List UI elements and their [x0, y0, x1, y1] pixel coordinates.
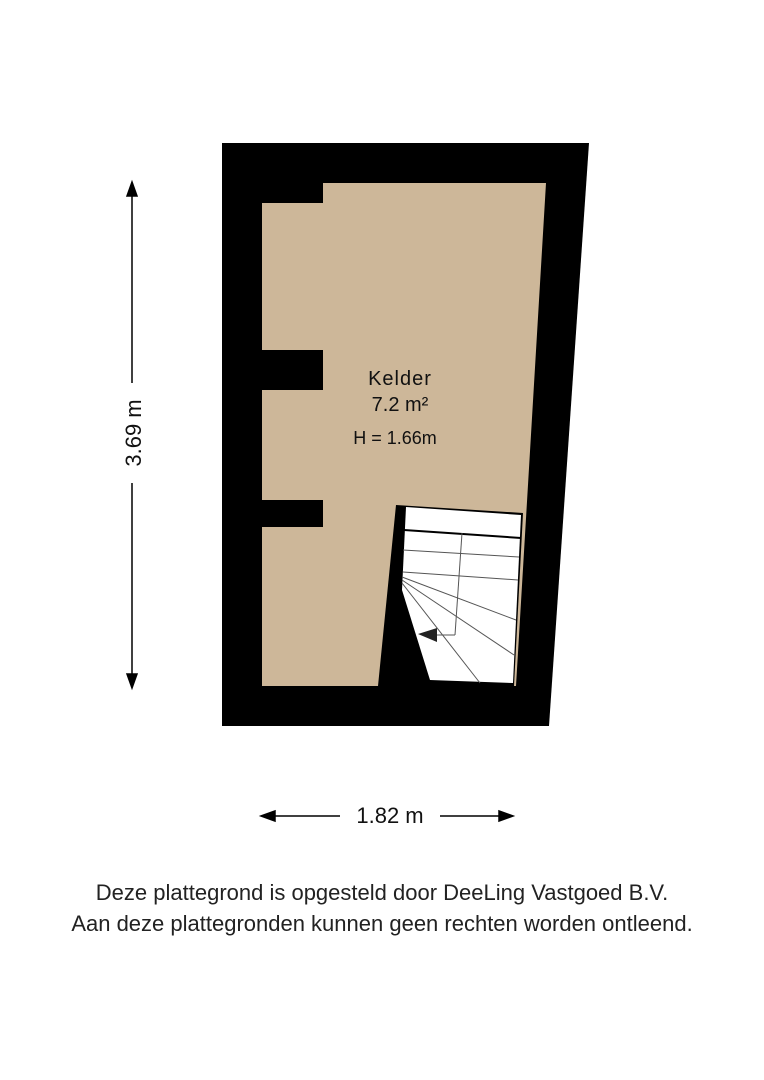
disclaimer-line-2: Aan deze plattegronden kunnen geen rechten worden ontleend.	[71, 911, 693, 936]
room-area: 7.2 m²	[371, 394, 429, 416]
wall-protrusion-2	[262, 500, 323, 527]
dimension-depth-label: 3.69 m	[121, 383, 147, 483]
room-height: H = 1.66m	[353, 428, 437, 448]
room-name: Kelder	[368, 368, 432, 390]
dimension-width-label: 1.82 m	[340, 803, 440, 829]
disclaimer-line-1: Deze plattegrond is opgesteld door DeeLing Vastgoed B.V.	[95, 880, 669, 905]
staircase	[378, 505, 523, 686]
